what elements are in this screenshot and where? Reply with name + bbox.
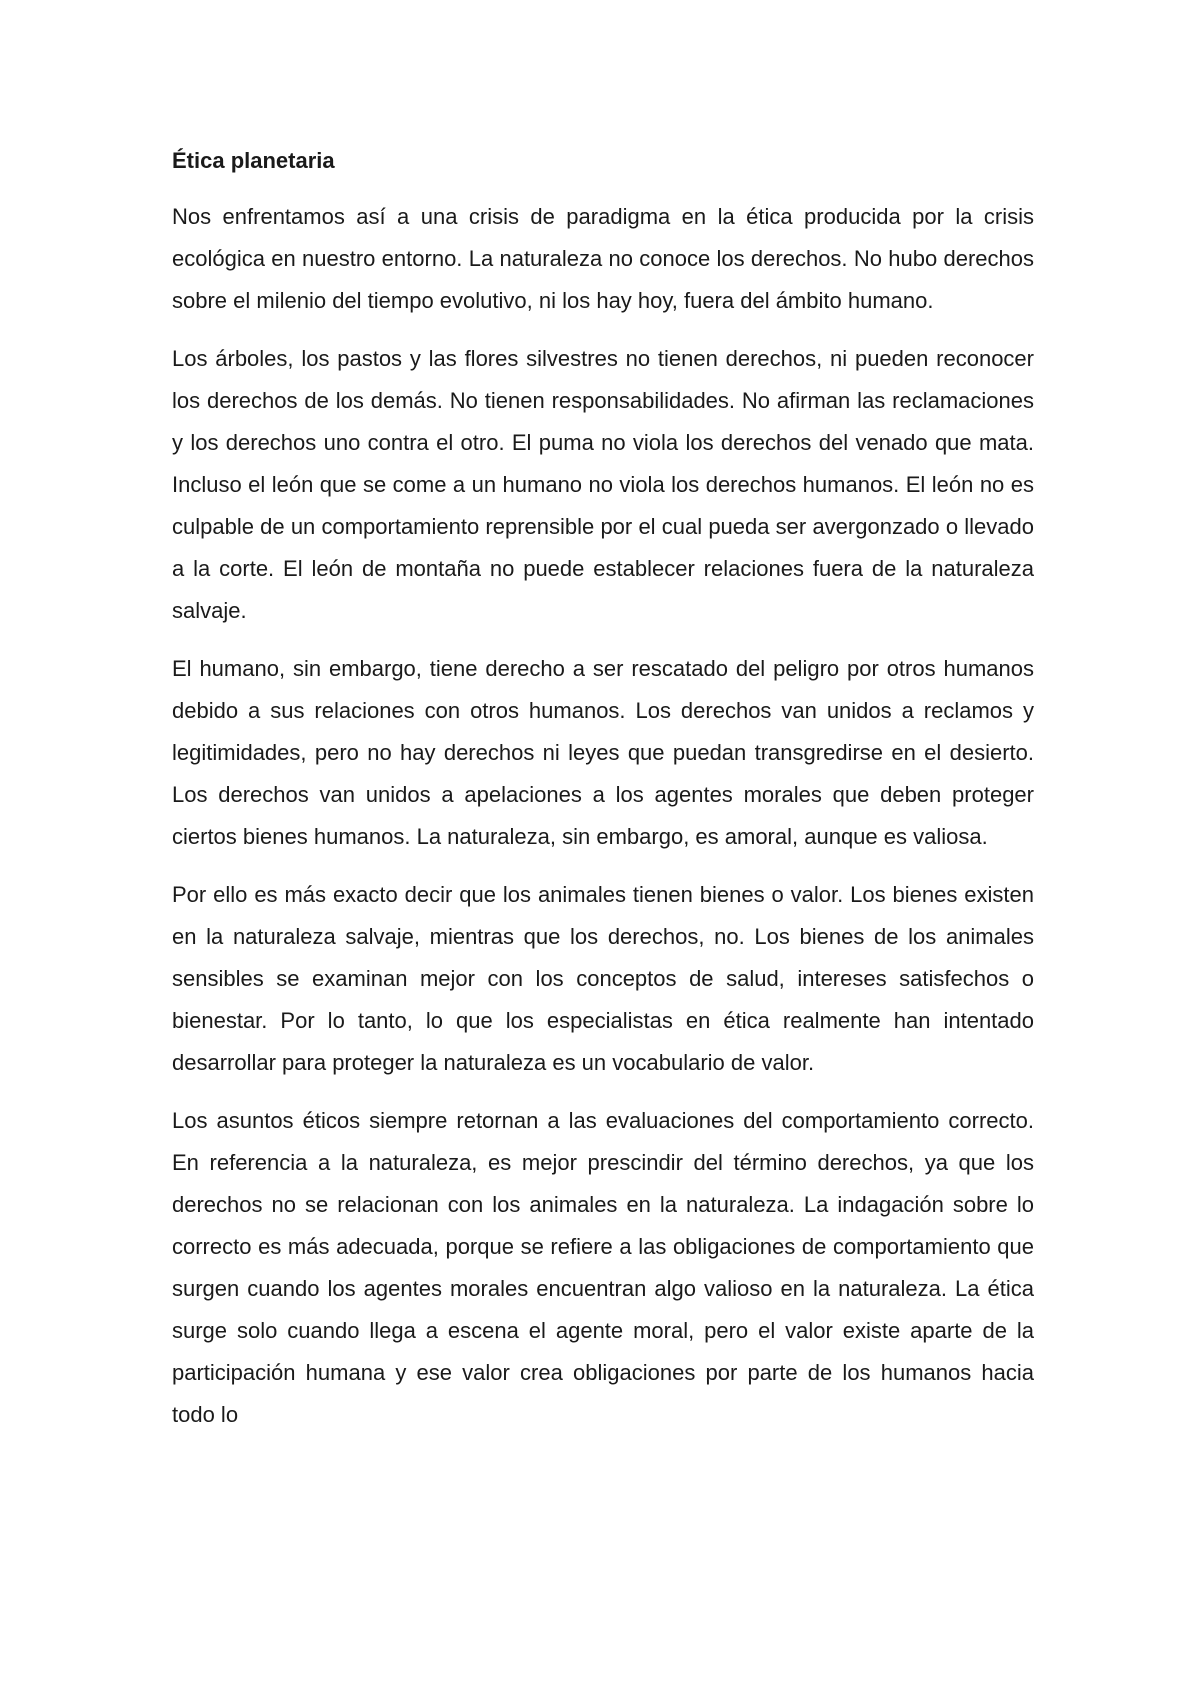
paragraph-1: Nos enfrentamos así a una crisis de paradigma en la ética producida por la crisis ecológica en nuestro entorno. La naturaleza no conoce los derechos. No hubo derechos sobre el milenio del tiempo evolutivo, ni los hay hoy, fuera del ámbito humano. (172, 204, 1034, 313)
paragraph-2: Los árboles, los pastos y las flores silvestres no tienen derechos, ni pueden reconocer los derechos de los demás. No tienen responsabilidades. No afirman las reclamaciones y los derechos uno contra el otro. El puma no viola los derechos del venado que mata. Incluso el león que se come a un humano no viola los derechos humanos. El león no es culpable de un comportamiento reprensible por el cual pueda ser avergonzado o llevado a la corte. El león de montaña no puede establecer relaciones fuera de la naturaleza salvaje. (172, 346, 1034, 623)
document-title: Ética planetaria (172, 148, 335, 173)
paragraph-3: El humano, sin embargo, tiene derecho a ser rescatado del peligro por otros humanos debido a sus relaciones con otros humanos. Los derechos van unidos a reclamos y legitimidades, pero no hay derechos ni leyes que puedan transgredirse en el desierto. Los derechos van unidos a apelaciones a los agentes morales que deben proteger ciertos bienes humanos. La naturaleza, sin embargo, es amoral, aunque es valiosa. (172, 656, 1034, 849)
paragraph-5: Los asuntos éticos siempre retornan a las evaluaciones del comportamiento correcto. En referencia a la naturaleza, es mejor prescindir del término derechos, ya que los derechos no se relacionan con los animales en la naturaleza. La indagación sobre lo correcto es más adecuada, porque se refiere a las obligaciones de comportamiento que surgen cuando los agentes morales encuentran algo valioso en la naturaleza. La ética surge solo cuando llega a escena el agente moral, pero el valor existe aparte de la participación humana y ese valor crea obligaciones por parte de los humanos hacia todo lo (172, 1108, 1034, 1427)
paragraph-4: Por ello es más exacto decir que los animales tienen bienes o valor. Los bienes existen en la naturaleza salvaje, mientras que los derechos, no. Los bienes de los animales sensibles se examinan mejor con los conceptos de salud, intereses satisfechos o bienestar. Por lo tanto, lo que los especialistas en ética realmente han intentado desarrollar para proteger la naturaleza es un vocabulario de valor. (172, 882, 1034, 1075)
document-body (172, 140, 1034, 1452)
